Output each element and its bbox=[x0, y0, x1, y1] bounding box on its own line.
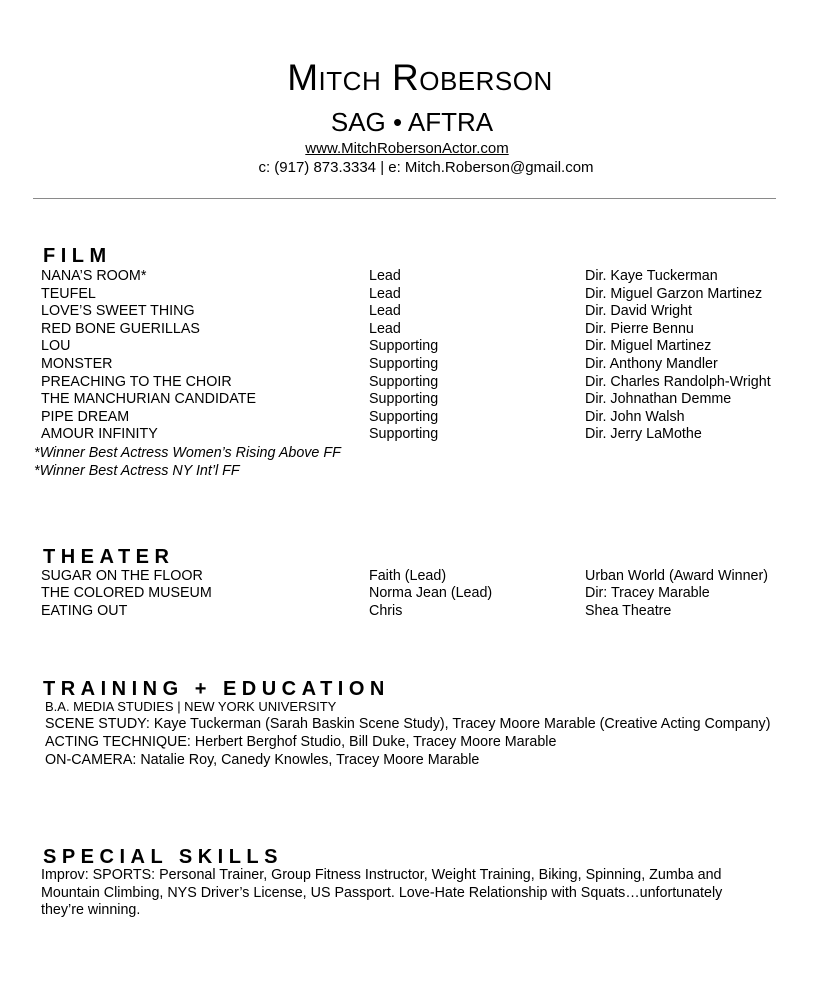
film-director: Dir. Kaye Tuckerman bbox=[585, 268, 718, 284]
film-title: NANA’S ROOM* bbox=[41, 268, 147, 284]
film-title: AMOUR INFINITY bbox=[41, 426, 158, 442]
film-director: Dir. Charles Randolph-Wright bbox=[585, 374, 771, 390]
film-title: PREACHING TO THE CHOIR bbox=[41, 374, 232, 390]
film-director: Dir. Johnathan Demme bbox=[585, 391, 732, 407]
union-affiliation: SAG • AFTRA bbox=[330, 107, 494, 137]
film-role: Lead bbox=[369, 268, 401, 284]
film-title: LOU bbox=[41, 338, 71, 354]
film-director: Dir. Miguel Martinez bbox=[585, 338, 712, 354]
film-role: Supporting bbox=[369, 409, 439, 425]
training-line: ACTING TECHNIQUE: Herbert Berghof Studio, Bill Duke, Tracey Moore Marable bbox=[45, 734, 557, 750]
theater-role: Norma Jean (Lead) bbox=[369, 585, 493, 601]
film-director: Dir. Jerry LaMothe bbox=[585, 426, 702, 442]
theater-venue: Shea Theatre bbox=[585, 603, 672, 619]
theater-title: THE COLORED MUSEUM bbox=[41, 585, 212, 601]
theater-venue: Dir: Tracey Marable bbox=[585, 585, 710, 601]
contact-info: c: (917) 873.3334 | e: Mitch.Roberson@gmail.com bbox=[258, 159, 594, 176]
skills-text: Improv: SPORTS: Personal Trainer, Group Fitness Instructor, Weight Training, Biking, Spinning, Zumba and Mountain Climbing, NYS Driver’s License, US Passport. Love-Hate Relationship with Squats…unfortunately they’re winning. bbox=[41, 867, 723, 918]
skills-heading: SPECIAL SKILLS bbox=[43, 846, 283, 868]
film-role: Lead bbox=[369, 303, 401, 319]
film-role: Supporting bbox=[369, 356, 439, 372]
film-role: Supporting bbox=[369, 374, 439, 390]
theater-role: Faith (Lead) bbox=[369, 568, 447, 584]
theater-heading: THEATER bbox=[43, 546, 175, 568]
theater-title: EATING OUT bbox=[41, 603, 128, 619]
film-title: LOVE’S SWEET THING bbox=[41, 303, 195, 319]
website-link[interactable]: www.MitchRobersonActor.com bbox=[305, 140, 509, 157]
film-award-note: *Winner Best Actress NY Int’l FF bbox=[34, 463, 240, 479]
film-title: PIPE DREAM bbox=[41, 409, 130, 425]
header-divider bbox=[33, 198, 776, 199]
film-role: Lead bbox=[369, 321, 401, 337]
film-role: Supporting bbox=[369, 391, 439, 407]
theater-venue: Urban World (Award Winner) bbox=[585, 568, 769, 584]
film-director: Dir. Pierre Bennu bbox=[585, 321, 694, 337]
film-role: Supporting bbox=[369, 426, 439, 442]
film-role: Lead bbox=[369, 286, 401, 302]
training-line: SCENE STUDY: Kaye Tuckerman (Sarah Baskin Scene Study), Tracey Moore Marable (Creative Acting Company) bbox=[45, 716, 771, 732]
film-award-note: *Winner Best Actress Women’s Rising Above FF bbox=[34, 445, 341, 461]
film-role: Supporting bbox=[369, 338, 439, 354]
theater-title: SUGAR ON THE FLOOR bbox=[41, 568, 203, 584]
film-director: Dir. Miguel Garzon Martinez bbox=[585, 286, 763, 302]
theater-role: Chris bbox=[369, 603, 403, 619]
film-heading: FILM bbox=[43, 245, 112, 267]
training-heading: TRAINING + EDUCATION bbox=[43, 678, 390, 700]
education-degree: B.A. MEDIA STUDIES | NEW YORK UNIVERSITY bbox=[45, 699, 337, 714]
film-director: Dir. Anthony Mandler bbox=[585, 356, 718, 372]
film-director: Dir. John Walsh bbox=[585, 409, 685, 425]
film-title: TEUFEL bbox=[41, 286, 96, 302]
training-line: ON-CAMERA: Natalie Roy, Canedy Knowles, Tracey Moore Marable bbox=[45, 752, 480, 768]
film-title: MONSTER bbox=[41, 356, 113, 372]
actor-name: Mitch Roberson bbox=[287, 57, 553, 98]
film-title: THE MANCHURIAN CANDIDATE bbox=[41, 391, 256, 407]
film-title: RED BONE GUERILLAS bbox=[41, 321, 200, 337]
film-director: Dir. David Wright bbox=[585, 303, 692, 319]
